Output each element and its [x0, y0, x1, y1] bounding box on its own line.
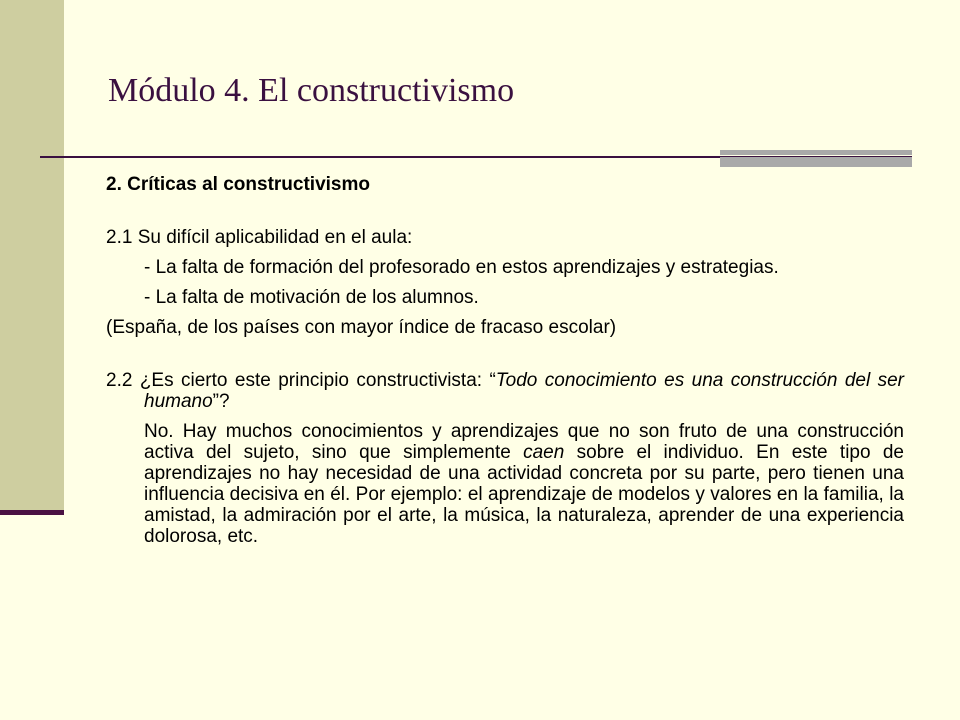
question-suffix: ”? [212, 391, 230, 412]
left-decorative-band [0, 0, 64, 512]
left-accent-bar [0, 510, 64, 515]
quoted-principle: Todo conocimiento es una construcción del ser humano [144, 370, 904, 412]
section-heading: 2. Críticas al constructivismo [106, 174, 370, 195]
bullet-teacher-training: - La falta de formación del profesorado en estos aprendizajes y estrategias. [144, 257, 779, 278]
title-grey-accent-rule [720, 150, 912, 167]
bullet-student-motivation: - La falta de motivación de los alumnos. [144, 287, 479, 308]
answer-part-1: No. Hay muchos conocimientos y aprendizajes que no son fruto de una construcción activa del sujeto, sino que simplemente [144, 421, 904, 463]
slide-body [106, 174, 904, 547]
subsection-2-2-title [106, 370, 904, 412]
question-prefix: 2.2 ¿Es cierto este principio constructivista: “ [106, 370, 496, 391]
answer-paragraph [106, 421, 904, 547]
subsection-2-1-title: 2.1 Su difícil aplicabilidad en el aula: [106, 227, 413, 248]
answer-emphasis: caen [523, 442, 565, 463]
spain-note: (España, de los países con mayor índice de fracaso escolar) [106, 317, 617, 338]
slide-title: Módulo 4. El constructivismo [108, 72, 515, 109]
answer-part-2: sobre el individuo. En este tipo de aprendizajes no hay necesidad de una actividad concreta por su parte, pero tienen una influencia decisiva en él. Por ejemplo: el aprendizaje de modelos y valores en la familia, la amistad, la admiración por el arte, la música, la naturaleza, aprender de una experiencia dolorosa, etc. [144, 442, 904, 547]
